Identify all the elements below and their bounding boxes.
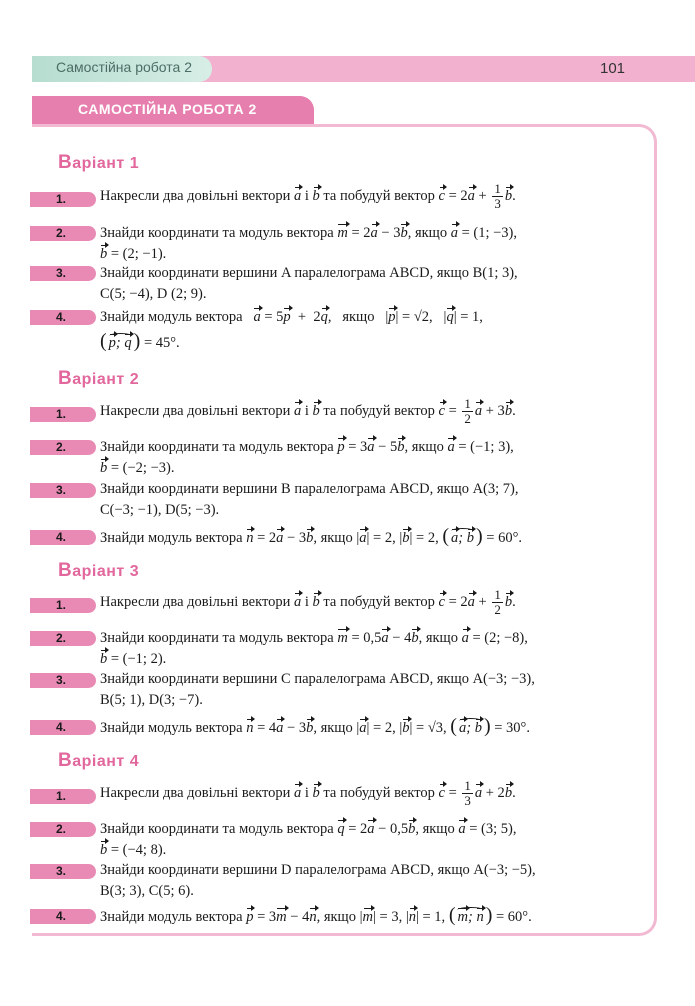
variant-3-heading: Варіант 3 (58, 560, 140, 581)
task-number-pill: 4. (30, 909, 96, 924)
variant-2-heading: Варіант 2 (58, 368, 140, 389)
v3-task-2-line-2: b = (−1; 2). (100, 651, 167, 667)
v2-task-3-line-2: C(−3; −1), D(5; −3). (100, 502, 220, 518)
task-number-pill: 3. (30, 483, 96, 498)
v4-task-1: Накресли два довільні вектори a і b та побудуй вектор c = $\frac{1}{3}$ a + 2b. (100, 778, 516, 808)
v3-task-3: Знайди координати вершини C паралелограма ABCD, якщо A(−3; −3), (100, 671, 535, 687)
task-number-pill: 1. (30, 598, 96, 613)
task-number-pill: 4. (30, 720, 96, 735)
v1-task-3-line-2: C(5; −4), D (2; 9). (100, 286, 207, 302)
v3-task-1: Накресли два довільні вектори a і b та побудуй вектор c = 2a + $\frac{1}{2}$ b. (100, 587, 516, 617)
v4-task-2: Знайди координати та модуль вектора q = 2a − 0,5b, якщо a = (3; 5), (100, 821, 517, 837)
v1-task-4: Знайди модуль вектора a = 5p + 2q, якщо |p| = √2, |q| = 1, (100, 309, 483, 325)
v4-task-3-line-2: B(3; 3), C(5; 6). (100, 883, 194, 899)
v4-task-4: Знайди модуль вектора p = 3m − 4n, якщо |m| = 3, |n| = 1, ( m; n ) = 60°. (100, 904, 532, 926)
page-number: 101 (600, 60, 626, 77)
task-number-pill: 2. (30, 226, 96, 241)
task-number-pill: 2. (30, 440, 96, 455)
v1-task-2-line-2: b = (2; −1). (100, 246, 167, 262)
task-number-pill: 1. (30, 789, 96, 804)
task-number-pill: 3. (30, 864, 96, 879)
variant-1-heading: Варіант 1 (58, 152, 140, 173)
task-number-pill: 4. (30, 310, 96, 325)
variant-4-heading: Варіант 4 (58, 750, 140, 771)
v2-task-1: Накресли два довільні вектори a і b та побудуй вектор c = $\frac{1}{2}$ a + 3b. (100, 396, 516, 426)
v2-task-2-line-2: b = (−2; −3). (100, 460, 175, 476)
v3-task-4: Знайди модуль вектора n = 4a − 3b, якщо |a| = 2, |b| = √3, ( a; b ) = 30°. (100, 715, 530, 737)
v1-task-4-line-2: ( p; q ) = 45°. (100, 330, 180, 352)
header-tab-label: Самостійна робота 2 (56, 59, 193, 75)
v3-task-3-line-2: B(5; 1), D(3; −7). (100, 692, 203, 708)
v4-task-2-line-2: b = (−4; 8). (100, 842, 167, 858)
task-number-pill: 2. (30, 631, 96, 646)
v3-task-2: Знайди координати та модуль вектора m = 0,5a − 4b, якщо a = (2; −8), (100, 630, 528, 646)
v1-task-3: Знайди координати вершини A паралелограма ABCD, якщо B(1; 3), (100, 265, 518, 281)
v1-task-2: Знайди координати та модуль вектора m = 2a − 3b, якщо a = (1; −3), (100, 225, 518, 241)
task-number-pill: 4. (30, 530, 96, 545)
page-title: САМОСТІЙНА РОБОТА 2 (78, 101, 257, 117)
task-number-pill: 1. (30, 192, 96, 207)
task-number-pill: 3. (30, 266, 96, 281)
v4-task-3: Знайди координати вершини D паралелограма ABCD, якщо A(−3; −5), (100, 862, 536, 878)
v2-task-2: Знайди координати та модуль вектора p = 3a − 5b, якщо a = (−1; 3), (100, 439, 514, 455)
v2-task-4: Знайди модуль вектора n = 2a − 3b, якщо |a| = 2, |b| = 2, ( a; b ) = 60°. (100, 525, 523, 547)
v1-task-1: Накресли два довільні вектори a і b та побудуй вектор c = 2a + $\frac{1}{3}$ b. (100, 181, 516, 211)
task-number-pill: 1. (30, 407, 96, 422)
v2-task-3: Знайди координати вершини B паралелограма ABCD, якщо A(3; 7), (100, 481, 519, 497)
task-number-pill: 3. (30, 673, 96, 688)
task-number-pill: 2. (30, 822, 96, 837)
